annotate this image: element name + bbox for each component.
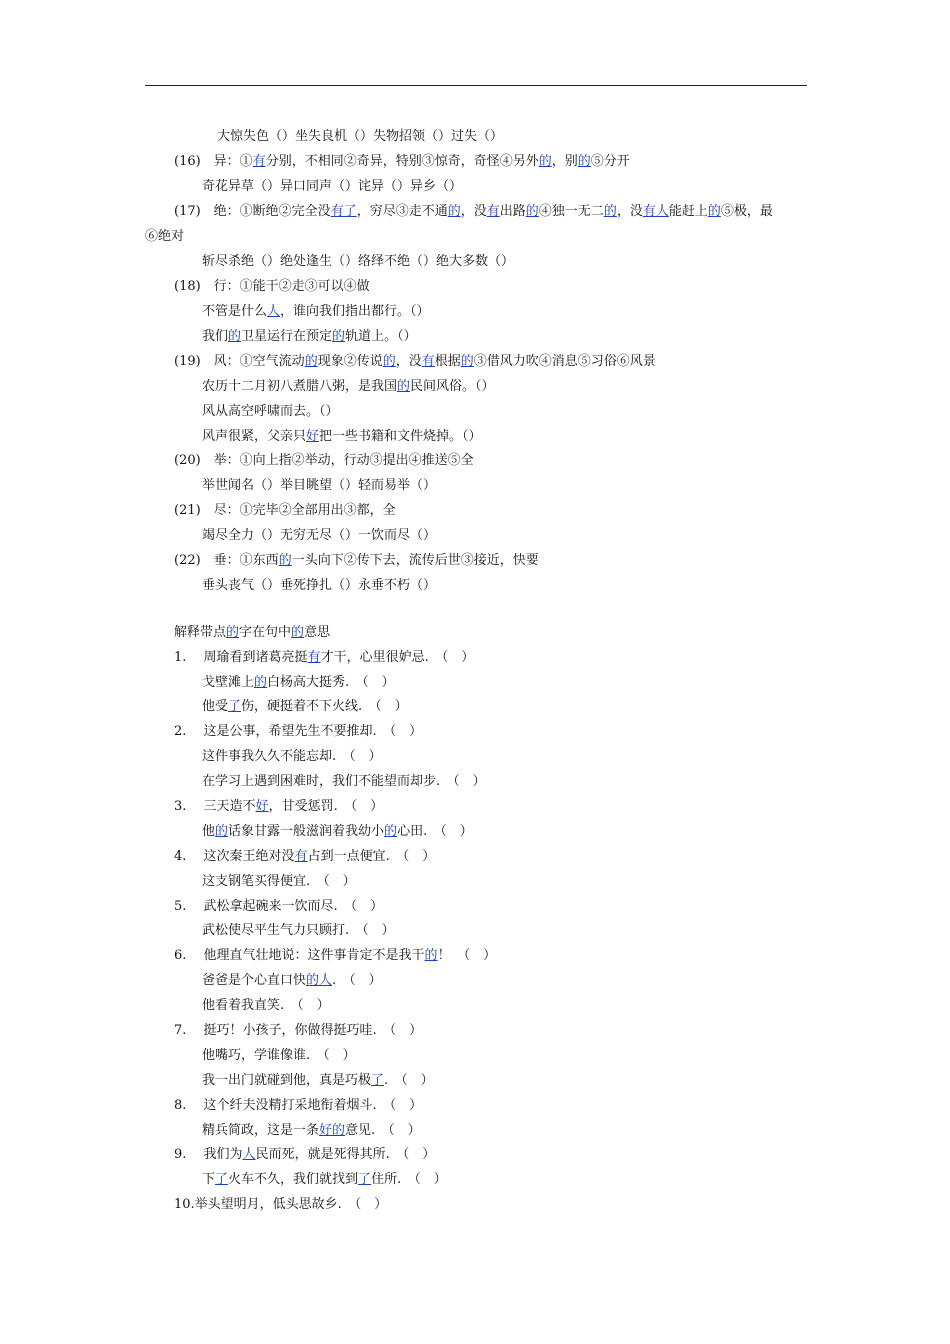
text-line [174, 502, 396, 520]
text-segment: 武松使尽平生气力只顾打. （ ） [202, 923, 395, 938]
text-segment: 风声很紧，父亲只 [202, 429, 307, 444]
hyperlink-word[interactable]: 有人 [642, 204, 669, 219]
text-segment: 奇花异草（）异口同声（）诧异（）异乡（） [202, 179, 463, 194]
text-segment: (19) 风：①空气流动 [174, 354, 305, 369]
hyperlink-word[interactable]: 的 [603, 204, 617, 219]
text-line [174, 552, 539, 570]
text-segment: 这件事我久久不能忘却. （ ） [202, 749, 382, 764]
hyperlink-word[interactable]: 的 [304, 354, 318, 369]
text-segment: ③借风力吹④消息⑤习俗⑥风景 [473, 354, 656, 369]
text-segment: ，没 [616, 204, 643, 219]
hyperlink-word[interactable]: 有 [294, 849, 308, 864]
text-segment: 在学习上遇到困难时，我们不能望而却步. （ ） [202, 774, 486, 789]
text-segment: . （ ） [332, 973, 382, 988]
hyperlink-word[interactable]: 的 [228, 329, 242, 344]
text-segment: 1. 周瑜看到诸葛亮挺 [174, 650, 308, 665]
text-line [174, 203, 773, 221]
text-segment: 解释带点 [174, 625, 227, 640]
text-line [202, 477, 436, 495]
text-line [202, 378, 495, 396]
text-segment: 4. 这次秦王绝对没 [174, 849, 295, 864]
text-segment: 2. 这是公事，希望先生不要推却. （ ） [174, 724, 423, 739]
text-line [174, 1022, 422, 1040]
text-line [202, 1047, 356, 1065]
text-segment: 白杨高大挺秀. （ ） [267, 675, 395, 690]
text-line [202, 577, 436, 595]
text-segment: 意思 [304, 625, 331, 640]
header-rule [145, 85, 807, 86]
text-segment: 伤，硬挺着不下火线. （ ） [241, 699, 408, 714]
text-segment: (18) 行：①能干②走③可以④做 [174, 279, 370, 294]
text-segment: ，谁向我们指出都行。（） [280, 304, 430, 319]
hyperlink-word[interactable]: 的 [424, 948, 438, 963]
text-segment: 7. 挺巧！小孩子，你做得挺巧哇. （ ） [174, 1023, 423, 1038]
text-line [202, 1122, 421, 1140]
hyperlink-word[interactable]: 的 [226, 625, 240, 640]
text-segment: 一头向下②传下去，流传后世③接近，快要 [291, 553, 539, 568]
text-segment: 5. 武松拿起碗来一饮而尽. （ ） [174, 899, 384, 914]
text-segment: 出路 [499, 204, 526, 219]
hyperlink-word[interactable]: 的 [278, 553, 292, 568]
text-line [202, 328, 417, 346]
text-segment: 能赶上 [668, 204, 708, 219]
text-segment: 住所. （ ） [371, 1172, 447, 1187]
hyperlink-word[interactable]: 的 [397, 379, 411, 394]
hyperlink-word[interactable]: 的 [384, 824, 398, 839]
hyperlink-word[interactable]: 的 [707, 204, 721, 219]
hyperlink-word[interactable]: 好 [306, 429, 320, 444]
text-segment: 占到一点便宜. （ ） [307, 849, 436, 864]
text-segment: 戈壁滩上 [202, 675, 255, 690]
hyperlink-word[interactable]: 的 [447, 204, 461, 219]
text-line [174, 452, 474, 470]
text-line [174, 723, 422, 741]
text-segment: ，穷尽③走不通 [356, 204, 448, 219]
text-segment: 不管是什么 [202, 304, 268, 319]
text-line [202, 698, 408, 716]
text-line [202, 773, 486, 791]
hyperlink-word[interactable]: 的 [332, 329, 346, 344]
text-segment: 分别，不相同②奇异，特别③惊奇，奇怪④另外 [265, 154, 539, 169]
text-segment: 他 [202, 824, 216, 839]
text-segment: ⑥绝对 [145, 229, 185, 244]
text-line [202, 428, 482, 446]
text-segment: (16) 异：① [174, 154, 253, 169]
text-segment: 精兵简政，这是一条 [202, 1123, 320, 1138]
hyperlink-word[interactable]: 了 [228, 699, 242, 714]
text-line [202, 997, 330, 1015]
text-segment: . （ ） [384, 1073, 434, 1088]
text-line [174, 798, 383, 816]
text-line [202, 674, 395, 692]
text-line [174, 278, 370, 296]
text-line [174, 1196, 387, 1214]
hyperlink-word[interactable]: 的 [525, 204, 539, 219]
text-segment: 话象甘露一般滋润着我幼小 [228, 824, 385, 839]
text-segment: 把一些书籍和文件烧掉。（） [319, 429, 482, 444]
text-segment: 民间风俗。（） [410, 379, 495, 394]
hyperlink-word[interactable]: 了 [371, 1073, 385, 1088]
text-line [217, 128, 503, 146]
text-segment: ，别 [551, 154, 578, 169]
text-segment: 举世闻名（）举目眺望（）轻而易举（） [202, 478, 437, 493]
text-segment: 3. 三天造不 [174, 799, 256, 814]
text-segment: 根据 [434, 354, 461, 369]
text-segment: 大惊失色（）坐失良机（）失物招领（）过失（） [217, 129, 504, 144]
text-segment: 民而死，就是死得其所. （ ） [255, 1147, 436, 1162]
text-line [174, 353, 656, 371]
text-segment: (20) 举：①向上指②举动，行动③提出④推送⑤全 [174, 453, 474, 468]
hyperlink-word[interactable]: 有 [252, 154, 266, 169]
text-line [174, 898, 383, 916]
text-line [202, 253, 514, 271]
text-segment: 农历十二月初八煮腊八粥，是我国 [202, 379, 398, 394]
text-line [174, 624, 330, 642]
hyperlink-word[interactable]: 人 [267, 304, 281, 319]
text-line [202, 922, 395, 940]
text-line [202, 972, 382, 990]
hyperlink-word[interactable]: 了 [215, 1172, 229, 1187]
text-segment: ，没 [395, 354, 422, 369]
text-line [145, 228, 184, 246]
text-segment: 火车不久，我们就找到 [228, 1172, 359, 1187]
text-segment: 卫星运行在预定 [241, 329, 333, 344]
text-segment: ，甘受惩罚. （ ） [268, 799, 384, 814]
text-segment: 我们 [202, 329, 229, 344]
text-segment: ④独一无二 [538, 204, 604, 219]
text-segment: ⑤极，最 [720, 204, 773, 219]
hyperlink-word[interactable]: 的 [538, 154, 552, 169]
text-segment: 他嘴巧，学谁像谁. （ ） [202, 1048, 356, 1063]
text-segment: 10.举头望明月，低头思故乡. （ ） [174, 1197, 388, 1212]
text-segment: (21) 尽：①完毕②全部用出③都，全 [174, 503, 396, 518]
text-segment: 竭尽全力（）无穷无尽（）一饮而尽（） [202, 528, 437, 543]
text-segment: 我一出门就碰到他，真是巧极 [202, 1073, 372, 1088]
hyperlink-word[interactable]: 有了 [330, 204, 357, 219]
hyperlink-word[interactable]: 人 [242, 1147, 256, 1162]
text-line [174, 848, 435, 866]
text-segment: 轨道上。（） [345, 329, 417, 344]
text-segment: 下 [202, 1172, 216, 1187]
text-segment: 字在句中 [239, 625, 292, 640]
text-segment: 意见. （ ） [345, 1123, 421, 1138]
text-segment: ！ （ ） [437, 948, 497, 963]
hyperlink-word[interactable]: 好的 [319, 1123, 346, 1138]
text-segment: 爸爸是个心直口快 [202, 973, 307, 988]
hyperlink-word[interactable]: 好 [255, 799, 269, 814]
text-segment: 9. 我们为 [174, 1147, 243, 1162]
text-line [202, 527, 436, 545]
text-segment: 他受 [202, 699, 229, 714]
hyperlink-word[interactable]: 的 [382, 354, 396, 369]
text-segment: (17) 绝：①断绝②完全没 [174, 204, 331, 219]
text-line [202, 1171, 447, 1189]
text-line [202, 873, 356, 891]
text-line [174, 649, 474, 667]
hyperlink-word[interactable]: 的 [460, 354, 474, 369]
text-segment: 垂头丧气（）垂死挣扎（）永垂不朽（） [202, 578, 437, 593]
text-line [202, 403, 339, 421]
hyperlink-word[interactable]: 的 [215, 824, 229, 839]
text-line [174, 947, 496, 965]
text-segment: 他看着我直笑. （ ） [202, 998, 330, 1013]
text-segment: 风从高空呼啸而去。（） [202, 404, 339, 419]
text-segment: ，没 [460, 204, 487, 219]
text-line [202, 1072, 434, 1090]
text-segment: 才干，心里很妒忌. （ ） [320, 650, 475, 665]
text-line [174, 1097, 422, 1115]
hyperlink-word[interactable]: 的人 [306, 973, 333, 988]
text-segment: (22) 垂：①东西 [174, 553, 279, 568]
hyperlink-word[interactable]: 了 [358, 1172, 372, 1187]
text-segment: 这支钢笔买得便宜. （ ） [202, 874, 356, 889]
hyperlink-word[interactable]: 有 [421, 354, 435, 369]
text-segment: 斩尽杀绝（）绝处逢生（）络绎不绝（）绝大多数（） [202, 254, 515, 269]
text-segment: 现象②传说 [317, 354, 383, 369]
text-line [202, 823, 473, 841]
text-line [202, 303, 430, 321]
hyperlink-word[interactable]: 的 [577, 154, 591, 169]
hyperlink-word[interactable]: 的 [254, 675, 268, 690]
hyperlink-word[interactable]: 的 [291, 625, 305, 640]
text-line [174, 1146, 435, 1164]
text-line [202, 748, 382, 766]
text-segment: ⑤分开 [590, 154, 630, 169]
hyperlink-word[interactable]: 有 [307, 650, 321, 665]
text-line [174, 153, 630, 171]
text-segment: 心田. （ ） [397, 824, 473, 839]
text-segment: 6. 他理直气壮地说：这件事肯定不是我干 [174, 948, 425, 963]
hyperlink-word[interactable]: 有 [486, 204, 500, 219]
text-line [202, 178, 462, 196]
text-segment: 8. 这个纤夫没精打采地衔着烟斗. （ ） [174, 1098, 423, 1113]
